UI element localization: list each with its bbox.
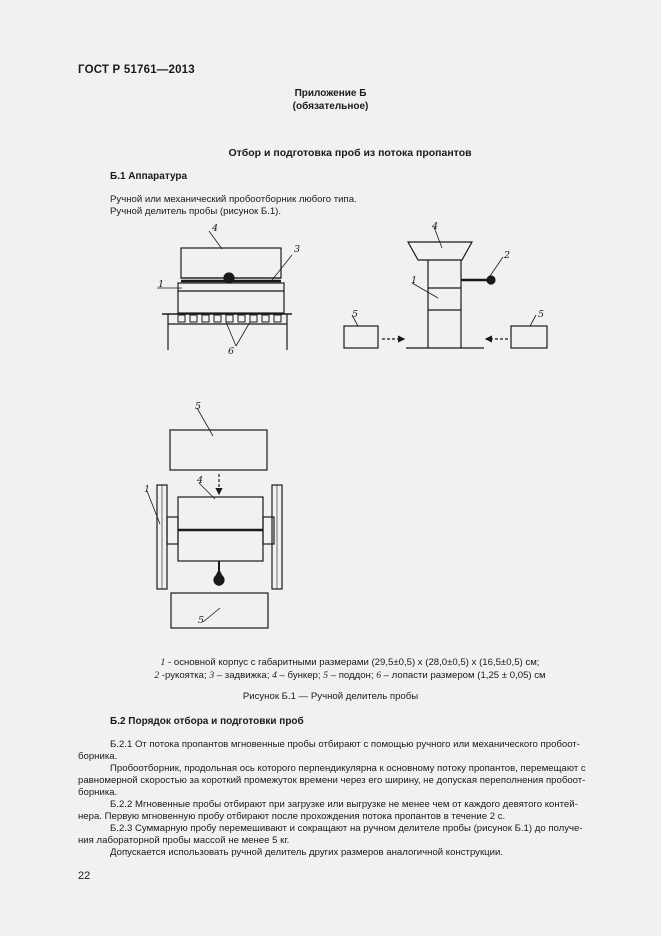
label-4-plan: 4	[197, 475, 204, 486]
standard-header: ГОСТ Р 51761—2013	[78, 64, 195, 76]
b2-p2-l2: равномерной скоростью за короткий промежуток времени через его ширину, не допуская переполнения пробоот-	[78, 775, 586, 786]
b2-p2-l1: Пробоотборник, продольная ось которого перпендикулярна к основному потоку пропантов, перемещают с	[110, 763, 586, 774]
label-4-side: 4	[432, 221, 439, 232]
figure-b1-drawing	[0, 215, 661, 655]
b2-p1-l2: борника.	[78, 751, 118, 762]
b1-line-2: Ручной делитель пробы (рисунок Б.1).	[110, 206, 282, 217]
handle-knob-side	[487, 276, 495, 284]
label-1-front: 1	[158, 279, 165, 290]
annex-status: (обязательное)	[292, 101, 369, 112]
section-b2-heading: Б.2 Порядок отбора и подготовки проб	[110, 716, 304, 727]
label-4-front: 4	[212, 223, 219, 234]
label-5-plan-top: 5	[195, 401, 202, 412]
label-1-plan: 1	[144, 484, 151, 495]
figure-legend	[70, 656, 630, 682]
side-view	[344, 227, 547, 348]
body-front	[178, 283, 284, 313]
b2-p1-l1: Б.2.1 От потока пропантов мгновенные пробы отбирают с помощью ручного или механического пробоот-	[110, 739, 580, 750]
page-number: 22	[78, 870, 91, 882]
legend-line-2: 2 -рукоятка; 3 – задвижка; 4 – бункер; 5 – поддон; 6 – лопасти размером (1,25 ± 0,05) см	[154, 670, 546, 681]
legend-line-1: 1 - основной корпус с габаритными размерами (29,5±0,5) х (28,0±0,5) х (16,5±0,5) см;	[160, 657, 540, 668]
annex-title: Приложение Б	[294, 88, 367, 99]
label-5-side-right: 5	[538, 309, 545, 320]
main-title: Отбор и подготовка проб из потока пропантов	[228, 147, 472, 159]
b2-p4-l2: ния лабораторной пробы массой не менее 5 кг.	[78, 835, 290, 846]
b2-p4-l1: Б.2.3 Суммарную пробу перемешивают и сокращают на ручном делителе пробы (рисунок Б.1) до получе-	[110, 823, 583, 834]
plan-view	[147, 408, 282, 628]
label-5-side-left: 5	[352, 309, 359, 320]
b1-line-1: Ручной или механический пробоотборник любого типа.	[110, 194, 357, 205]
tray-top-plan	[170, 430, 267, 470]
tray-bottom-plan	[171, 593, 268, 628]
b2-p2-l3: борника.	[78, 787, 118, 798]
label-6-front: 6	[228, 346, 235, 357]
section-b1-heading: Б.1 Аппаратура	[110, 171, 188, 182]
label-1-side: 1	[411, 275, 418, 286]
handle-knob-front	[224, 273, 234, 283]
label-2-side: 2	[504, 250, 511, 261]
vanes-front	[178, 315, 281, 322]
label-5-plan-bottom: 5	[198, 615, 205, 626]
figure-caption: Рисунок Б.1 — Ручной делитель пробы	[242, 691, 419, 702]
b2-p5: Допускается использовать ручной делитель других размеров аналогичной конструкции.	[110, 847, 504, 858]
tray-left	[344, 326, 378, 348]
front-view	[157, 231, 292, 350]
handle-knob-plan	[214, 575, 224, 585]
label-3-front: 3	[294, 244, 301, 255]
hopper-side	[408, 242, 472, 260]
b2-p3-l1: Б.2.2 Мгновенные пробы отбирают при загрузке или выгрузке не менее чем от каждого девятого контей-	[110, 799, 578, 810]
b2-p3-l2: нера. Первую мгновенную пробу отбирают после прохождения потока пропантов в течение 2 с.	[78, 811, 506, 822]
tray-right	[511, 326, 547, 348]
